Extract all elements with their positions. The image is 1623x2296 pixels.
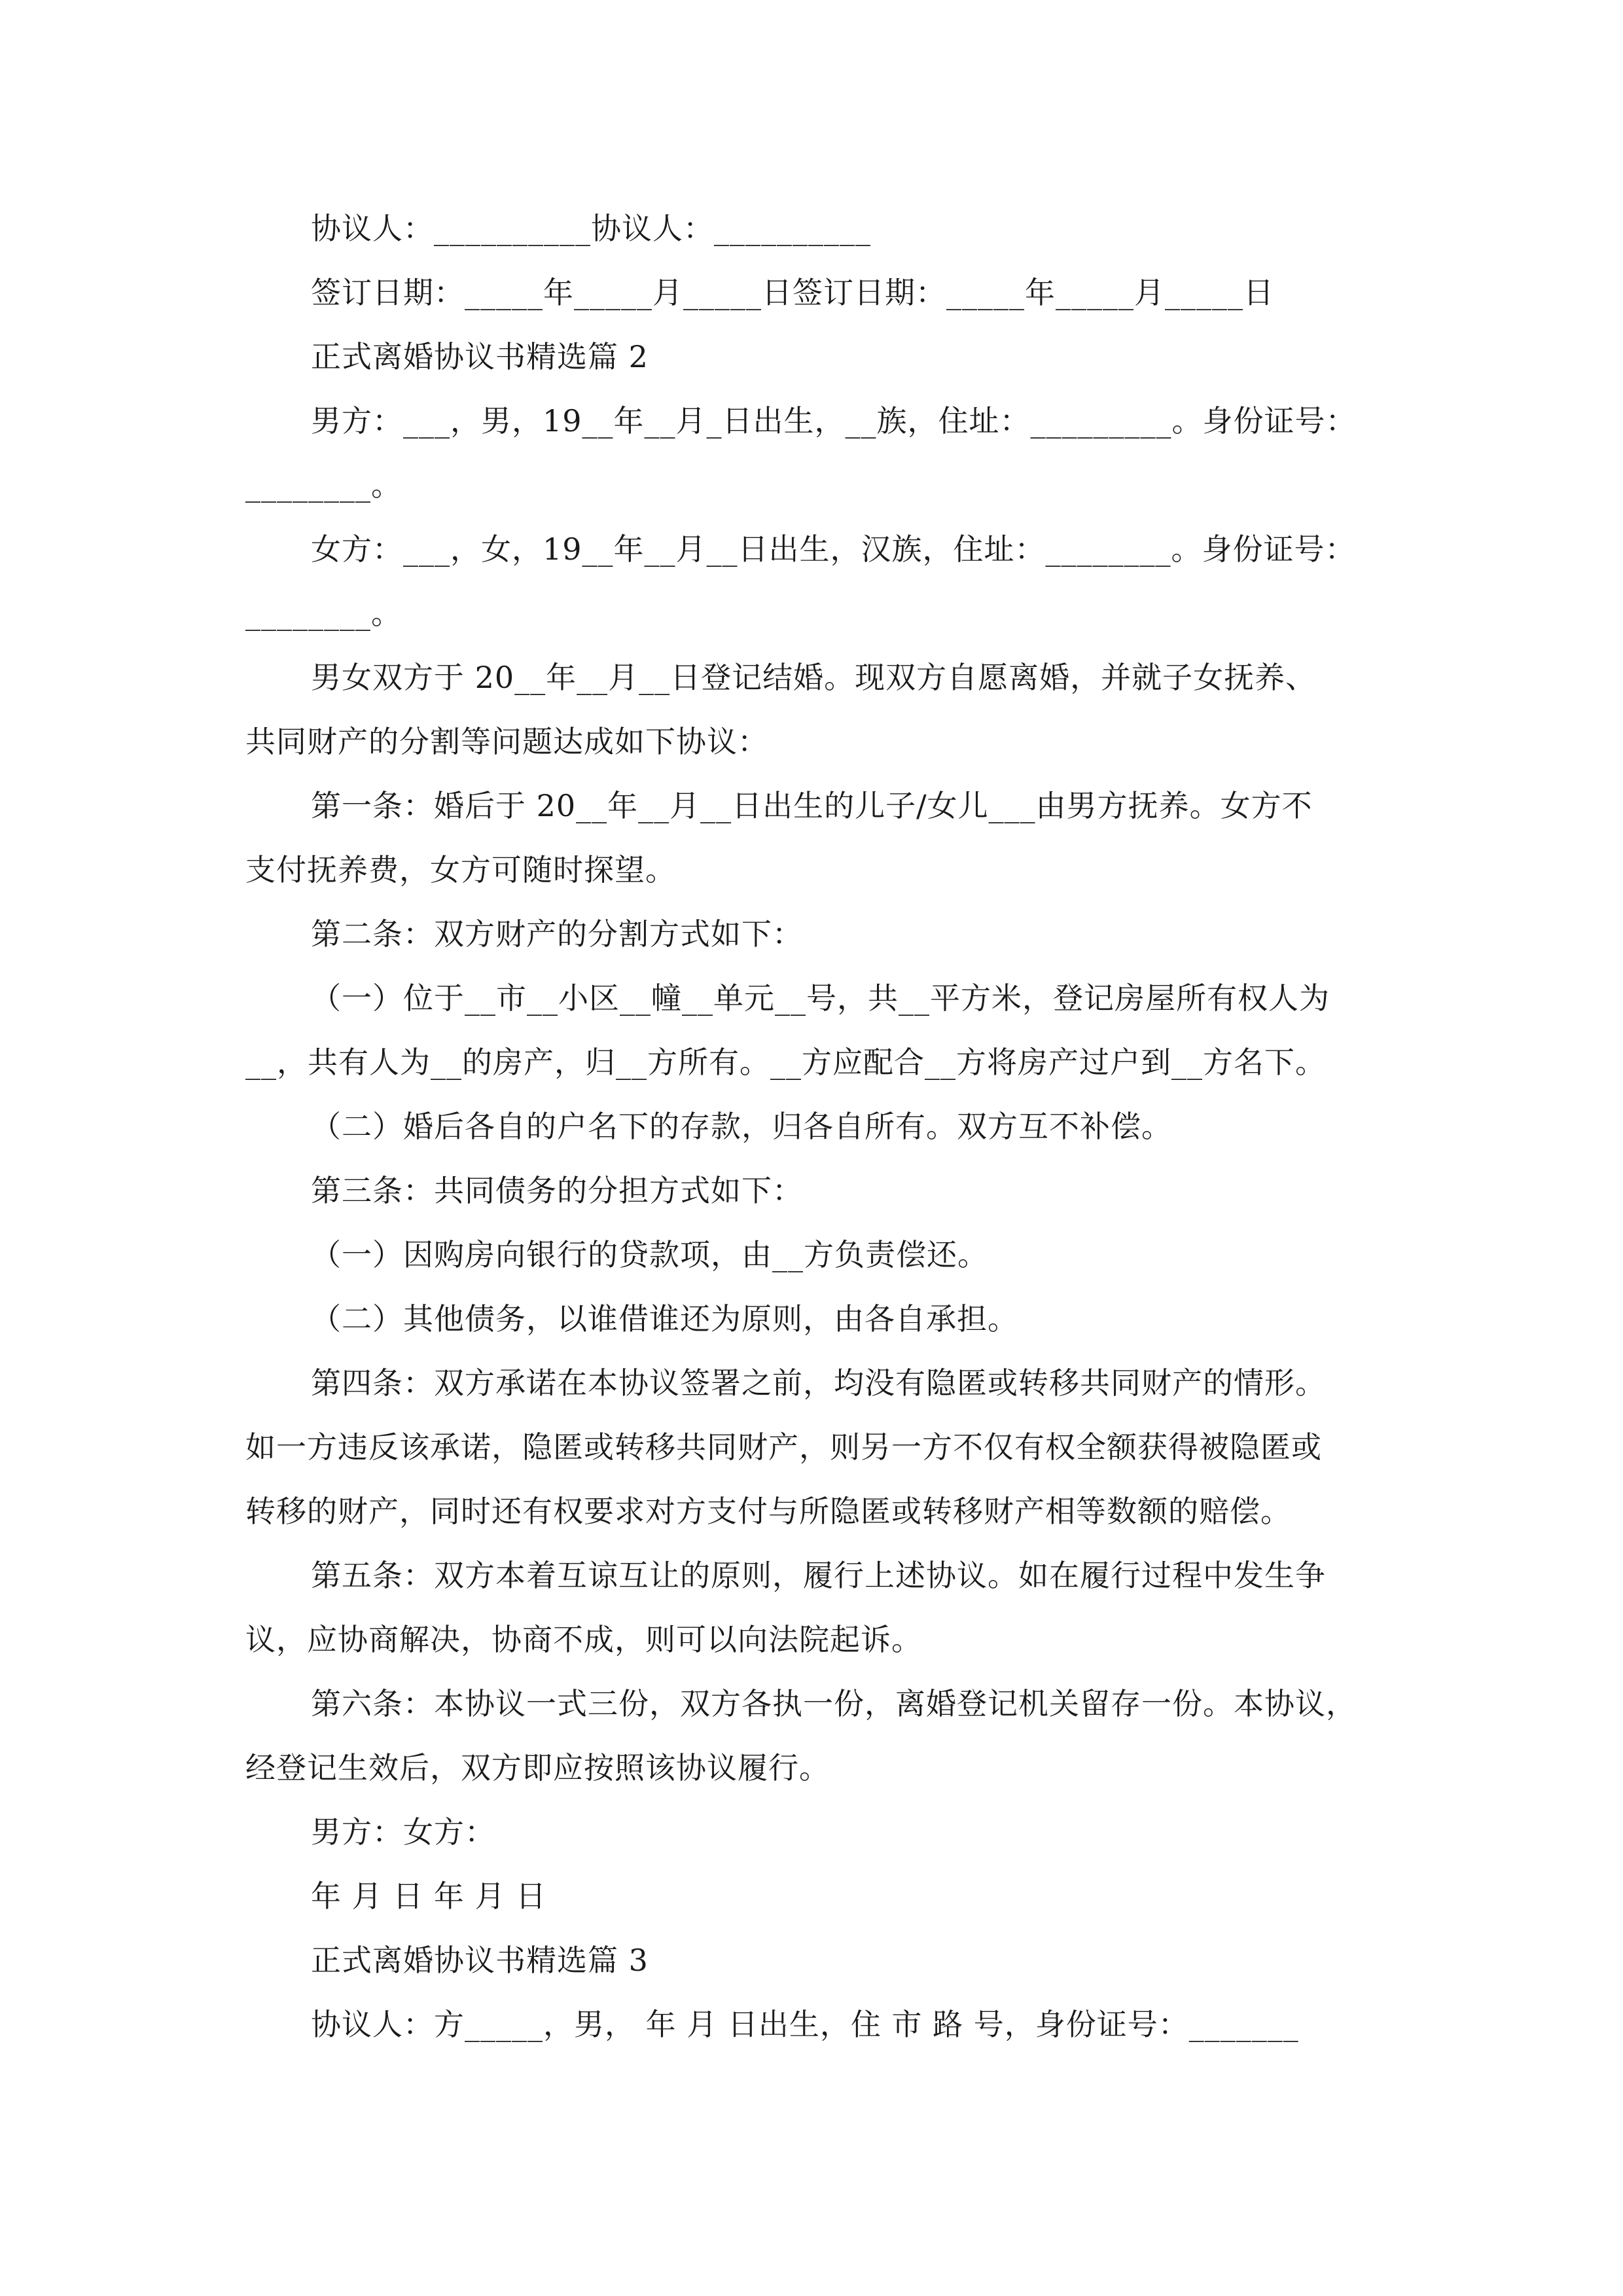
signature-date-line: 年 月 日 年 月 日 — [311, 1878, 547, 1914]
signatory-line: 协议人：__________协议人：__________ — [311, 211, 871, 246]
article-2-item-2-line: （二）婚后各自的户名下的存款，归各自所有。双方互不补偿。 — [311, 1109, 1172, 1144]
section-heading-3: 正式离婚协议书精选篇 3 — [311, 1943, 649, 1978]
article-3-item-2-line: （二）其他债务，以谁借谁还为原则，由各自承担。 — [311, 1301, 1018, 1336]
article-4-continuation-1: 如一方违反该承诺，隐匿或转移共同财产，则另一方不仅有权全额获得被隐匿或 — [245, 1429, 1322, 1465]
husband-id-continuation: ________。 — [245, 467, 402, 503]
document-body — [245, 196, 1387, 2056]
article-6-line: 第六条：本协议一式三份，双方各执一份，离婚登记机关留存一份。本协议， — [311, 1686, 1357, 1721]
article-5-continuation: 议，应协商解决，协商不成，则可以向法院起诉。 — [245, 1622, 922, 1657]
article-1-continuation: 支付抚养费，女方可随时探望。 — [245, 852, 676, 888]
article-3-line: 第三条：共同债务的分担方式如下： — [311, 1173, 803, 1208]
article-6-continuation: 经登记生效后，双方即应按照该协议履行。 — [245, 1750, 830, 1785]
article-2-line: 第二条：双方财产的分割方式如下： — [311, 916, 803, 952]
article-2-item-1-continuation: __，共有人为__的房产，归__方所有。__方应配合__方将房产过户到__方名下。 — [245, 1045, 1326, 1080]
article-1-line: 第一条：婚后于 20__年__月__日出生的儿子/女儿___由男方抚养。女方不 — [311, 788, 1313, 823]
signing-date-line: 签订日期：_____年_____月_____日签订日期：_____年_____月_____日 — [311, 275, 1274, 310]
article-4-line: 第四条：双方承诺在本协议签署之前，均没有隐匿或转移共同财产的情形。 — [311, 1365, 1326, 1401]
parties-signature-line: 男方：女方： — [311, 1814, 495, 1850]
article-2-item-1-line: （一）位于__市__小区__幢__单元__号，共__平方米，登记房屋所有权人为 — [311, 980, 1330, 1016]
agreement-party-line: 协议人：方_____，男， 年 月 日出生，住 市 路 号，身份证号：_______ — [311, 2007, 1299, 2042]
article-3-item-1-line: （一）因购房向银行的贷款项，由__方负责偿还。 — [311, 1237, 988, 1272]
article-4-continuation-2: 转移的财产，同时还有权要求对方支付与所隐匿或转移财产相等数额的赔偿。 — [245, 1494, 1291, 1529]
wife-info-line: 女方：___，女，19__年__月__日出生，汉族，住址：________。身份证号： — [311, 531, 1356, 567]
article-5-line: 第五条：双方本着互谅互让的原则，履行上述协议。如在履行过程中发生争 — [311, 1558, 1326, 1593]
husband-info-line: 男方：___，男，19__年__月_日出生，__族，住址：_________。身份证号： — [311, 403, 1357, 439]
wife-id-continuation: ________。 — [245, 596, 402, 631]
marriage-registration-line: 男女双方于 20__年__月__日登记结婚。现双方自愿离婚，并就子女抚养、 — [311, 660, 1317, 695]
section-heading-2: 正式离婚协议书精选篇 2 — [311, 339, 649, 374]
marriage-registration-continuation: 共同财产的分割等问题达成如下协议： — [245, 724, 768, 759]
